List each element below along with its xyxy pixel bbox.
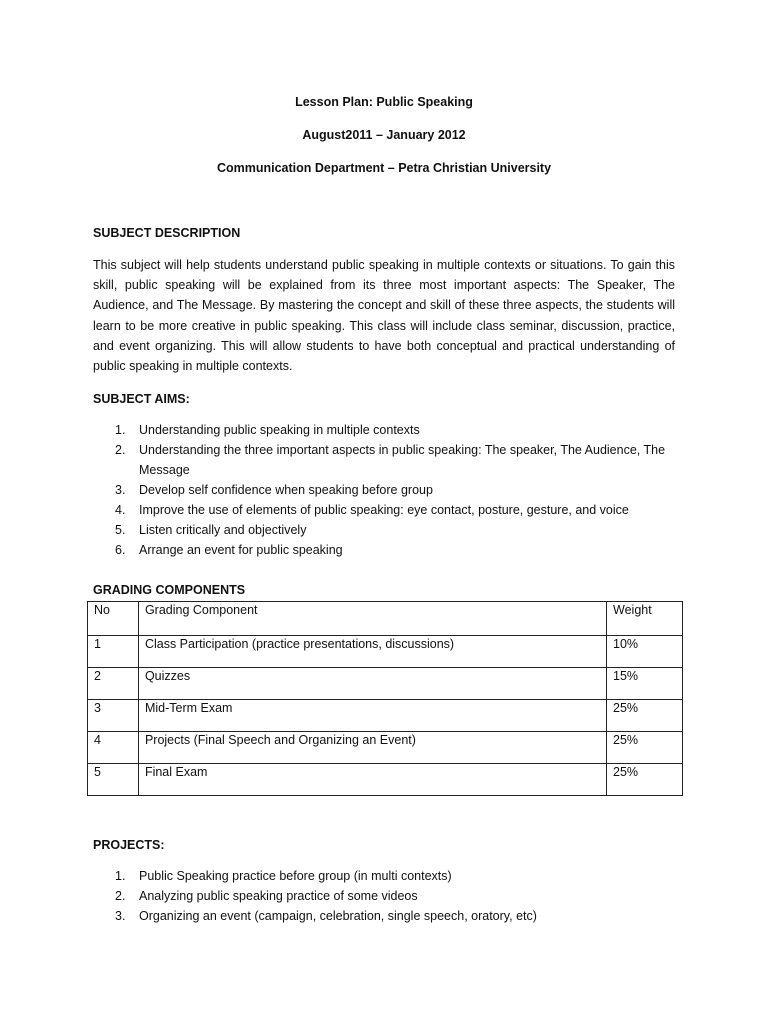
document-period: August2011 – January 2012 [302,128,466,142]
cell-weight: 25% [607,764,683,796]
cell-no: 2 [88,668,139,700]
grading-heading: GRADING COMPONENTS [93,583,246,597]
document-title: Lesson Plan: Public Speaking [295,95,473,109]
table-header-row [88,602,683,636]
table-row [88,732,683,764]
cell-weight: 25% [607,732,683,764]
cell-component: Final Exam [138,764,606,796]
list-item-number: 3. [115,909,126,923]
list-item-number: 2. [115,443,126,457]
list-item-number: 4. [115,503,126,517]
cell-component: Quizzes [138,668,606,700]
list-item [93,866,675,886]
projects-list [93,866,675,926]
cell-weight: 10% [607,636,683,668]
list-item-number: 1. [115,423,126,437]
subject-aims-heading: SUBJECT AIMS: [93,392,190,406]
list-item-number: 3. [115,483,126,497]
column-header-no: No [88,602,139,636]
list-item [93,906,675,926]
list-item-text: Arrange an event for public speaking [139,543,343,557]
list-item-text: Develop self confidence when speaking before group [139,483,433,497]
table-row [88,636,683,668]
list-item-text: Public Speaking practice before group (in multi contexts) [139,869,452,883]
list-item [93,480,675,500]
cell-no: 1 [88,636,139,668]
cell-weight: 25% [607,700,683,732]
column-header-component: Grading Component [138,602,606,636]
table-row [88,668,683,700]
list-item-text: Organizing an event (campaign, celebration, single speech, oratory, etc) [139,909,537,923]
column-header-weight: Weight [607,602,683,636]
subject-description-heading: SUBJECT DESCRIPTION [93,226,241,240]
list-item-text: Analyzing public speaking practice of some videos [139,889,418,903]
document-department: Communication Department – Petra Christian University [216,161,552,175]
list-item-text: Listen critically and objectively [139,523,307,537]
list-item-number: 2. [115,889,126,903]
cell-component: Mid-Term Exam [138,700,606,732]
list-item [93,886,675,906]
list-item [93,420,675,440]
cell-weight: 15% [607,668,683,700]
list-item-text: Improve the use of elements of public speaking: eye contact, posture, gesture, and voice [139,503,629,517]
list-item-number: 5. [115,523,126,537]
list-item [93,500,675,520]
list-item [93,440,675,480]
projects-heading: PROJECTS: [93,838,165,852]
list-item-text: Understanding the three important aspects in public speaking: The speaker, The Audience, The Message [139,443,666,477]
list-item-number: 6. [115,543,126,557]
cell-no: 5 [88,764,139,796]
cell-component: Class Participation (practice presentations, discussions) [138,636,606,668]
grading-table [87,601,683,796]
list-item [93,520,675,540]
subject-description-text: This subject will help students understand public speaking in multiple contexts or situations. To gain this skill, public speaking will be explained from its three most important aspects: The Speaker, The Audience, and The Message. By mastering the concept and skill of these three aspects, the students will learn to be more creative in public speaking. This class will include class seminar, discussion, practice, and event organizing. This will allow students to have both conceptual and practical understanding of public speaking in multiple contexts. [93,258,675,374]
cell-no: 3 [88,700,139,732]
cell-component: Projects (Final Speech and Organizing an Event) [138,732,606,764]
list-item-number: 1. [115,869,126,883]
table-row [88,700,683,732]
table-row [88,764,683,796]
list-item [93,540,675,560]
cell-no: 4 [88,732,139,764]
subject-aims-list [93,420,675,560]
list-item-text: Understanding public speaking in multiple contexts [139,423,420,437]
